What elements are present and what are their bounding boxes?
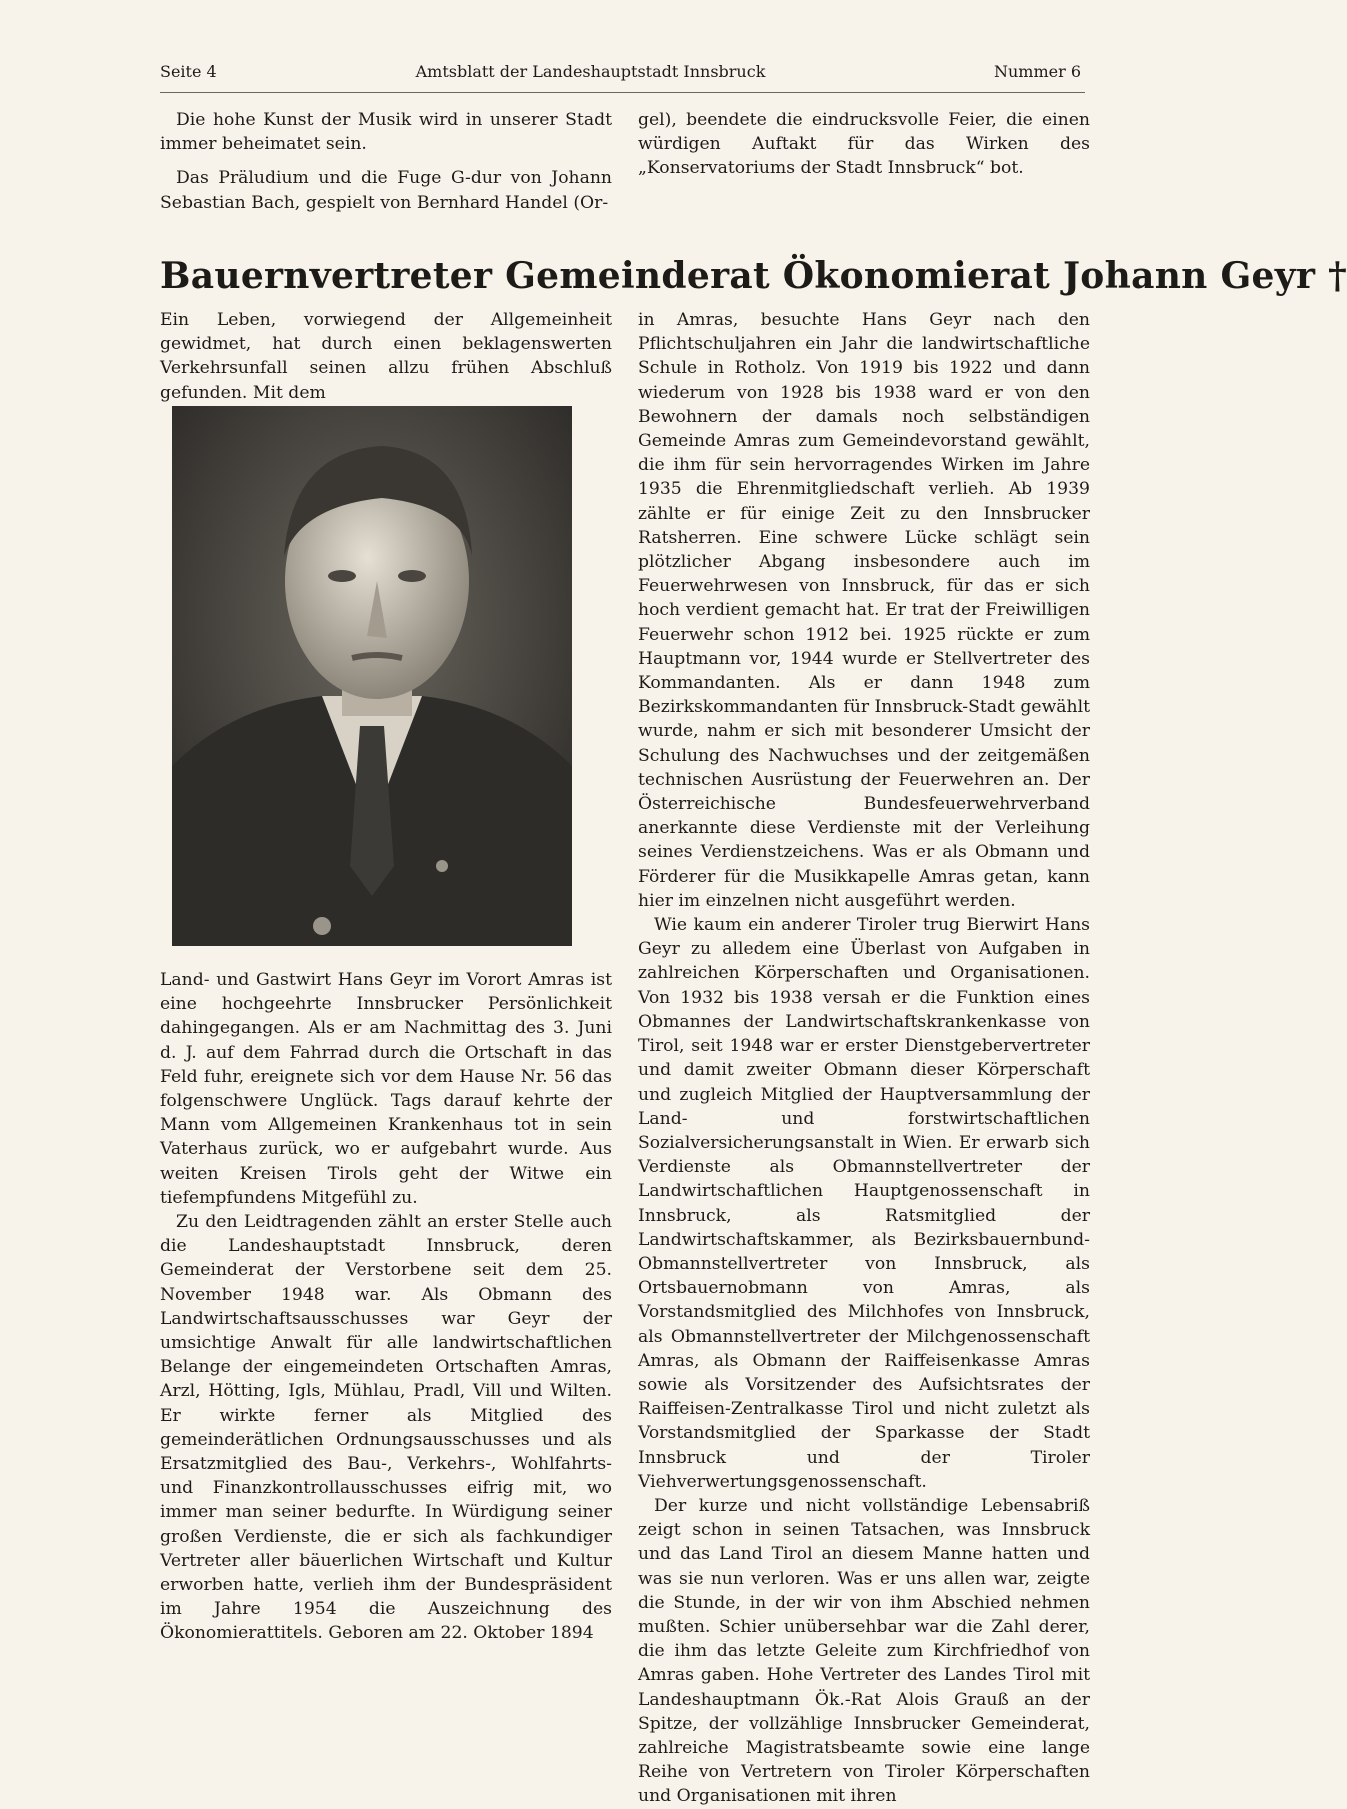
top-left-column bbox=[160, 108, 612, 215]
paragraph: Ein Leben, vorwiegend der Allgemeinheit gewidmet, hat durch einen beklagenswerten Verkehrsunfall seinen allzu frühen Abschluß gefunden. Mit dem bbox=[160, 310, 612, 403]
paragraph: Der kurze und nicht vollständige Lebensabriß zeigt schon in seinen Tatsachen, was Innsbruck und das Land Tirol an diesem Manne hatten und was sie nun verloren. Was er uns allen war, zeigte die Stunde, in der wir von ihm Abschied nehmen mußten. Schier unübersehbar war die Zahl derer, die ihm das letzte Geleite zum Kirchfriedhof von Amras gaben. Hohe Vertreter des Landes Tirol mit Landeshauptmann Ök.-Rat Alois Grauß an der Spitze, der vollzählige Innsbrucker Gemeinderat, zahlreiche Magistratsbeamte sowie eine lange Reihe von Vertretern von Tiroler Körperschaften und Organisationen mit ihren bbox=[638, 1495, 1090, 1807]
publication-title: Amtsblatt der Landeshauptstadt Innsbruck bbox=[415, 62, 766, 81]
right-column-body bbox=[638, 308, 1090, 1809]
article-headline: Bauernvertreter Gemeinderat Ökonomierat Johann Geyr † bbox=[160, 255, 1347, 297]
paragraph: gel), beendete die eindrucksvolle Feier, die einen würdigen Auftakt für das Wirken des „Konservatoriums der Stadt Innsbruck“ bot. bbox=[638, 110, 1090, 179]
paragraph: Das Präludium und die Fuge G-dur von Johann Sebastian Bach, gespielt von Bernhard Handel (Or- bbox=[160, 168, 612, 213]
portrait-photo bbox=[172, 406, 572, 946]
page-header bbox=[40, 62, 1141, 86]
article-intro bbox=[160, 308, 612, 405]
paragraph: Zu den Leidtragenden zählt an erster Stelle auch die Landeshauptstadt Innsbruck, deren Gemeinderat der Verstorbene seit dem 25. November 1948 war. Als Obmann des Landwirtschaftsausschusses war Geyr der umsichtige Anwalt für alle landwirtschaftlichen Belange der eingemeindeten Ortschaften Amras, Arzl, Hötting, Igls, Mühlau, Pradl, Vill und Wilten. Er wirkte ferner als Mitglied des gemeinderätlichen Ordnungsausschusses und als Ersatzmitglied des Bau-, Verkehrs-, Wohlfahrts- und Finanzkontrollausschusses eifrig mit, wo immer man seiner bedurfte. In Würdigung seiner großen Verdienste, die er sich als fachkundiger Vertreter aller bäuerlichen Wirtschaft und Kultur erworben hatte, verlieh ihm der Bundespräsident im Jahre 1954 die Auszeichnung des Ökonomierattitels. Geboren am 22. Oktober 1894 bbox=[160, 1212, 612, 1644]
page-number: Seite 4 bbox=[160, 62, 217, 81]
paragraph: Wie kaum ein anderer Tiroler trug Bierwirt Hans Geyr zu alledem eine Überlast von Aufgaben in zahlreichen Körperschaften und Organisationen. Von 1932 bis 1938 versah er die Funktion eines Obmannes der Landwirtschaftskrankenkasse von Tirol, seit 1948 war er erster Dienstgebervertreter und damit zweiter Obmann dieser Körperschaft und zugleich Mitglied der Hauptversammlung der Land- und forstwirtschaftlichen Sozialversicherungsanstalt in Wien. Er erwarb sich Verdienste als Obmannstellvertreter der Landwirtschaftlichen Hauptgenossenschaft in Innsbruck, als Ratsmitglied der Landwirtschaftskammer, als Bezirksbauernbund-Obmannstellvertreter von Innsbruck, als Ortsbauernobmann von Amras, als Vorstandsmitglied des Milchhofes von Innsbruck, als Obmannstellvertreter der Milchgenossenschaft Amras, als Obmann der Raiffeisenkasse Amras sowie als Vorsitzender des Aufsichtsrates der Raiffeisen-Zentralkasse Tirol und nicht zuletzt als Vorstandsmitglied der Sparkasse der Stadt Innsbruck und der Tiroler Viehverwertungsgenossenschaft. bbox=[638, 915, 1090, 1492]
paragraph: Die hohe Kunst der Musik wird in unserer Stadt immer beheimatet sein. bbox=[160, 110, 612, 155]
left-column-body bbox=[160, 968, 612, 1646]
paragraph: in Amras, besuchte Hans Geyr nach den Pflichtschuljahren ein Jahr die landwirtschaftliche Schule in Rotholz. Von 1919 bis 1922 und dann wiederum von 1928 bis 1938 ward er von den Bewohnern der damals noch selbständigen Gemeinde Amras zum Gemeindevorstand gewählt, die ihm für sein hervorragendes Wirken im Jahre 1935 die Ehrenmitgliedschaft verlieh. Ab 1939 zählte er für einige Zeit zu den Innsbrucker Ratsherren. Eine schwere Lücke schlägt sein plötzlicher Abgang insbesondere auch im Feuerwehrwesen von Innsbruck, für das er sich hoch verdient gemacht hat. Er trat der Freiwilligen Feuerwehr schon 1912 bei. 1925 rückte er zum Hauptmann vor, 1944 wurde er Stellvertreter des Kommandanten. Als er dann 1948 zum Bezirkskommandanten für Innsbruck-Stadt gewählt wurde, nahm er sich mit besonderer Umsicht der Schulung des Nachwuchses und der zeitgemäßen technischen Ausrüstung der Feuerwehren an. Der Österreichische Bundesfeuerwehrverband anerkannte diese Verdienste mit der Verleihung seines Verdienstzeichens. Was er als Obmann und Förderer für die Musikkapelle Amras getan, kann hier im einzelnen nicht ausgeführt werden. bbox=[638, 310, 1091, 911]
top-right-column bbox=[638, 108, 1090, 181]
paragraph: Land- und Gastwirt Hans Geyr im Vorort Amras ist eine hochgeehrte Innsbrucker Persönlichkeit dahingegangen. Als er am Nachmittag des 3. Juni d. J. auf dem Fahrrad durch die Ortschaft in das Feld fuhr, ereignete sich vor dem Hause Nr. 56 das folgenschwere Unglück. Tags darauf kehrte der Mann vom Allgemeinen Krankenhaus tot in sein Vaterhaus zurück, wo er aufgebahrt wurde. Aus weiten Kreisen Tirols geht der Witwe ein tiefempfundens Mitgefühl zu. bbox=[160, 970, 612, 1208]
issue-number: Nummer 6 bbox=[993, 62, 1081, 81]
header-rule bbox=[160, 92, 1085, 93]
